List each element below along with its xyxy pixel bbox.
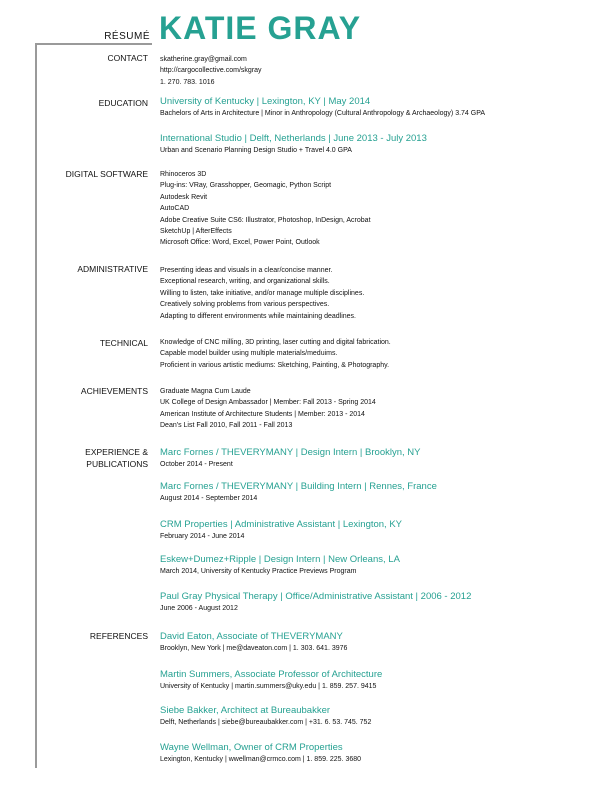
reference-entry	[160, 630, 600, 654]
section-label-technical: TECHNICAL	[99, 338, 148, 348]
list-item: Plug-ins: VRay, Grasshopper, Geomagic, Python Script	[160, 182, 332, 190]
list-item: Exceptional research, writing, and organizational skills.	[160, 278, 330, 286]
list-item: Creatively solving problems from various perspectives.	[160, 301, 330, 309]
reference-detail: Brooklyn, New York | me@daveaton.com | 1. 303. 641. 3976	[160, 645, 348, 652]
reference-entry	[160, 668, 600, 692]
experience-entry	[160, 553, 600, 577]
section-label-achievements: ACHIEVEMENTS	[80, 386, 148, 396]
section-label-education: EDUCATION	[98, 98, 148, 108]
section-label-software: DIGITAL SOFTWARE	[65, 169, 148, 179]
section-label-contact: CONTACT	[107, 53, 148, 63]
education-entry	[160, 132, 600, 156]
experience-heading: CRM Properties | Administrative Assistant | Lexington, KY	[160, 519, 403, 530]
education-entry	[160, 95, 600, 119]
experience-entry	[160, 518, 600, 542]
achievements-block	[160, 386, 600, 432]
experience-detail: June 2006 - August 2012	[160, 605, 238, 612]
reference-detail: Delft, Netherlands | siebe@bureaubakker.com | +31. 6. 53. 745. 752	[160, 719, 372, 726]
experience-heading: Marc Fornes / THEVERYMANY | Building Intern | Rennes, France	[160, 481, 437, 492]
administrative-block	[160, 265, 600, 322]
technical-block	[160, 337, 600, 371]
reference-entry	[160, 741, 600, 765]
experience-heading: Eskew+Dumez+Ripple | Design Intern | New Orleans, LA	[160, 554, 400, 565]
contact-website[interactable]: http://cargocollective.com/skgray	[160, 67, 262, 75]
experience-detail: October 2014 - Present	[160, 461, 233, 468]
list-item: AutoCAD	[160, 205, 190, 213]
list-item: SketchUp | AfterEffects	[160, 228, 232, 236]
divider-vertical	[35, 43, 37, 768]
education-heading: International Studio | Delft, Netherlands | June 2013 - July 2013	[160, 133, 427, 144]
list-item: Proficient in various artistic mediums: Sketching, Painting, & Photography.	[160, 361, 390, 369]
section-label-references: REFERENCES	[89, 631, 148, 641]
experience-entry	[160, 480, 600, 504]
contact-phone: 1. 270. 783. 1016	[160, 78, 215, 86]
experience-detail: February 2014 - June 2014	[160, 533, 245, 540]
divider-horizontal	[35, 43, 152, 45]
list-item: UK College of Design Ambassador | Member: Fall 2013 - Spring 2014	[160, 399, 376, 407]
list-item: Rhinoceros 3D	[160, 171, 207, 178]
software-block	[160, 169, 600, 249]
experience-heading: Paul Gray Physical Therapy | Office/Administrative Assistant | 2006 - 2012	[160, 591, 472, 602]
reference-detail: Lexington, Kentucky | wwellman@crmco.com | 1. 859. 225. 3680	[160, 756, 362, 763]
list-item: American Institute of Architecture Students | Member: 2013 - 2014	[160, 410, 365, 418]
list-item: Adobe Creative Suite CS6: Illustrator, Photoshop, InDesign, Acrobat	[160, 216, 371, 224]
reference-detail: University of Kentucky | martin.summers@uky.edu | 1. 859. 257. 9415	[160, 683, 377, 690]
list-item: Dean's List Fall 2010, Fall 2011 - Fall 2013	[160, 422, 293, 430]
resume-label: RÉSUMÉ	[104, 31, 150, 42]
reference-heading: David Eaton, Associate of THEVERYMANY	[160, 631, 343, 642]
reference-entry	[160, 704, 600, 728]
experience-detail: March 2014, University of Kentucky Practice Previews Program	[160, 568, 357, 575]
experience-entry	[160, 590, 600, 614]
section-label-administrative: ADMINISTRATIVE	[77, 264, 148, 274]
applicant-name: KATIE GRAY	[159, 10, 362, 46]
list-item: Willing to listen, take initiative, and/or manage multiple disciplines.	[160, 289, 365, 297]
reference-heading: Siebe Bakker, Architect at Bureaubakker	[160, 705, 331, 716]
reference-heading: Martin Summers, Associate Professor of Architecture	[160, 669, 383, 680]
list-item: Presenting ideas and visuals in a clear/concise manner.	[160, 267, 333, 274]
experience-detail: August 2014 - September 2014	[160, 495, 258, 502]
list-item: Autodesk Revit	[160, 193, 208, 201]
list-item: Knowledge of CNC milling, 3D printing, laser cutting and digital fabrication.	[160, 339, 391, 346]
list-item: Adapting to different environments while maintaining deadlines.	[160, 312, 356, 320]
experience-heading: Marc Fornes / THEVERYMANY | Design Intern | Brooklyn, NY	[160, 447, 421, 458]
list-item: Microsoft Office: Word, Excel, Power Point, Outlook	[160, 239, 320, 247]
section-label-publications: PUBLICATIONS	[86, 459, 148, 469]
experience-entry	[160, 446, 600, 470]
list-item: Graduate Magna Cum Laude	[160, 388, 251, 395]
education-detail: Bachelors of Arts in Architecture | Minor in Anthropology (Cultural Anthropology & Archaeology) 3.74 GPA	[160, 110, 486, 117]
list-item: Capable model builder using multiple materials/meduims.	[160, 350, 338, 358]
section-label-experience: EXPERIENCE &	[85, 447, 148, 457]
education-heading: University of Kentucky | Lexington, KY | May 2014	[160, 96, 371, 107]
contact-email[interactable]: skatherine.gray@gmail.com	[160, 56, 247, 63]
education-detail: Urban and Scenario Planning Design Studio + Travel 4.0 GPA	[160, 147, 352, 154]
reference-heading: Wayne Wellman, Owner of CRM Properties	[160, 742, 343, 753]
contact-block	[160, 54, 600, 88]
